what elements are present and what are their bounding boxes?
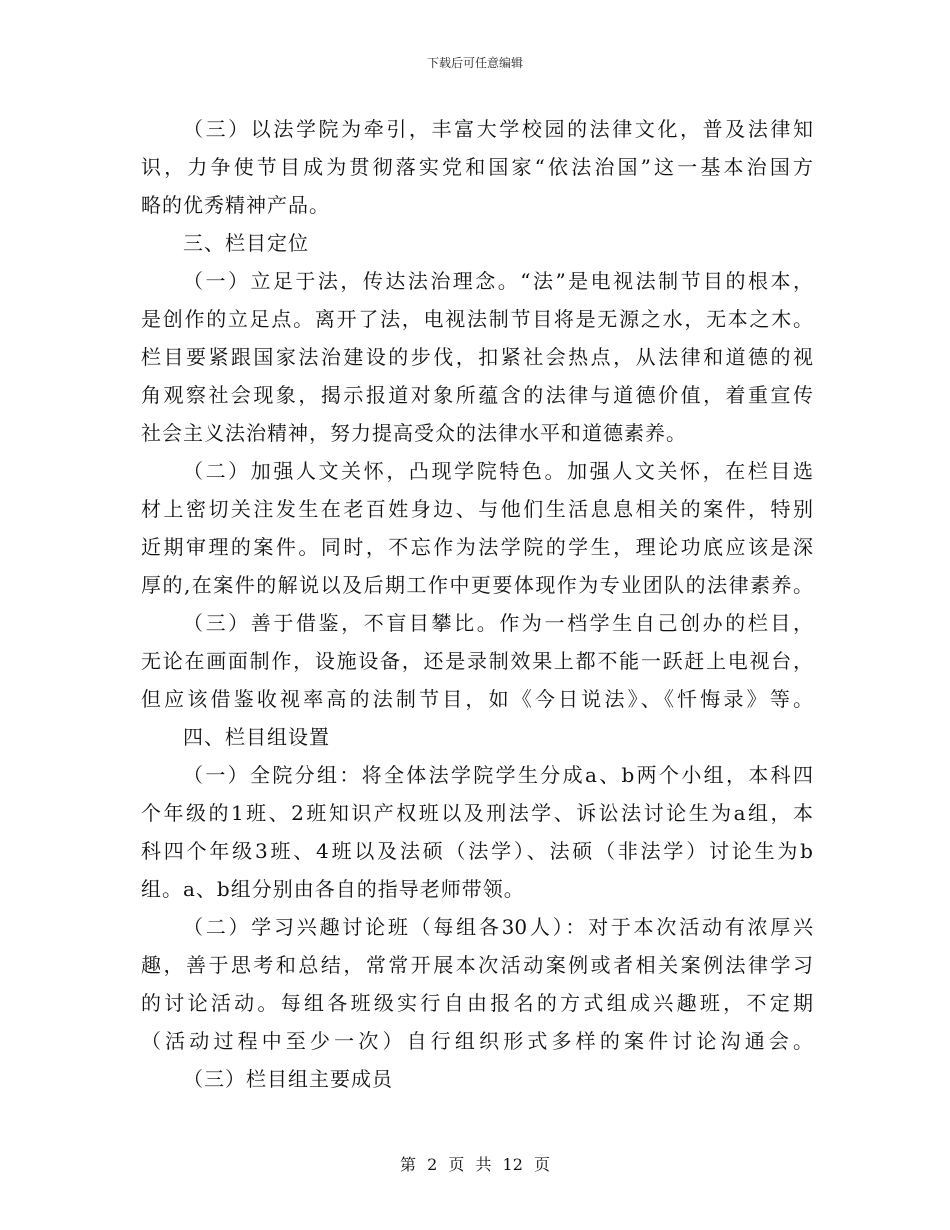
text-line: （三）以法学院为牵引，丰富大学校园的法律文化，普及法律知 [183, 117, 813, 141]
text-line: （二）加强人文关怀，凸现学院特色。加强人文关怀，在栏目选 [183, 459, 813, 483]
text-line: 的讨论活动。每组各班级实行自由报名的方式组成兴趣班，不定期 [141, 991, 813, 1015]
document-body [141, 110, 813, 1098]
text-line: 科四个年级3班、4班以及法硕（法学）、法硕（非法学）讨论生为b [141, 839, 813, 863]
text-line: 近期审理的案件。同时，不忘作为法学院的学生，理论功底应该是深 [141, 535, 813, 559]
text-line: 材上密切关注发生在老百姓身边、与他们生活息息相关的案件，特别 [141, 497, 813, 521]
text-line: 组。a、b组分别由各自的指导老师带领。 [141, 877, 525, 901]
text-line: （活动过程中至少一次）自行组织形式多样的案件讨论沟通会。 [141, 1029, 813, 1053]
text-line: 栏目要紧跟国家法治建设的步伐，扣紧社会热点，从法律和道德的视 [141, 345, 813, 369]
text-line: 三、栏目定位 [183, 231, 309, 255]
text-line: （二）学习兴趣讨论班（每组各30人）：对于本次活动有浓厚兴 [183, 915, 813, 939]
page-header: 下载后可任意编辑 [426, 56, 523, 70]
page-footer: 第 2 页 共 12 页 [400, 1155, 550, 1174]
text-line: 略的优秀精神产品。 [141, 193, 330, 217]
text-line: （一）全院分组：将全体法学院学生分成a、b两个小组，本科四 [183, 763, 813, 787]
text-line: 社会主义法治精神，努力提高受众的法律水平和道德素养。 [141, 421, 687, 445]
text-line: 个年级的1班、2班知识产权班以及刑法学、诉讼法讨论生为a组，本 [141, 801, 813, 825]
text-line: 是创作的立足点。离开了法，电视法制节目将是无源之水，无本之木。 [141, 307, 813, 331]
text-line: 四、栏目组设置 [183, 725, 330, 749]
text-line: 识，力争使节目成为贯彻落实党和国家“依法治国”这一基本治国方 [141, 155, 813, 179]
text-line: 无论在画面制作，设施设备，还是录制效果上都不能一跃赶上电视台， [141, 649, 813, 673]
text-line: 但应该借鉴收视率高的法制节目，如《今日说法》、《忏悔录》等。 [141, 687, 813, 711]
text-line: 角观察社会现象，揭示报道对象所蕴含的法律与道德价值，着重宣传 [141, 383, 813, 407]
text-line: 趣，善于思考和总结，常常开展本次活动案例或者相关案例法律学习 [141, 953, 813, 977]
text-line: （三）栏目组主要成员 [183, 1067, 393, 1091]
text-line: （一）立足于法，传达法治理念。“法”是电视法制节目的根本， [183, 269, 813, 293]
text-line: 厚的,在案件的解说以及后期工作中更要体现作为专业团队的法律素养。 [141, 573, 813, 597]
text-line: （三）善于借鉴，不盲目攀比。作为一档学生自己创办的栏目， [183, 611, 813, 635]
